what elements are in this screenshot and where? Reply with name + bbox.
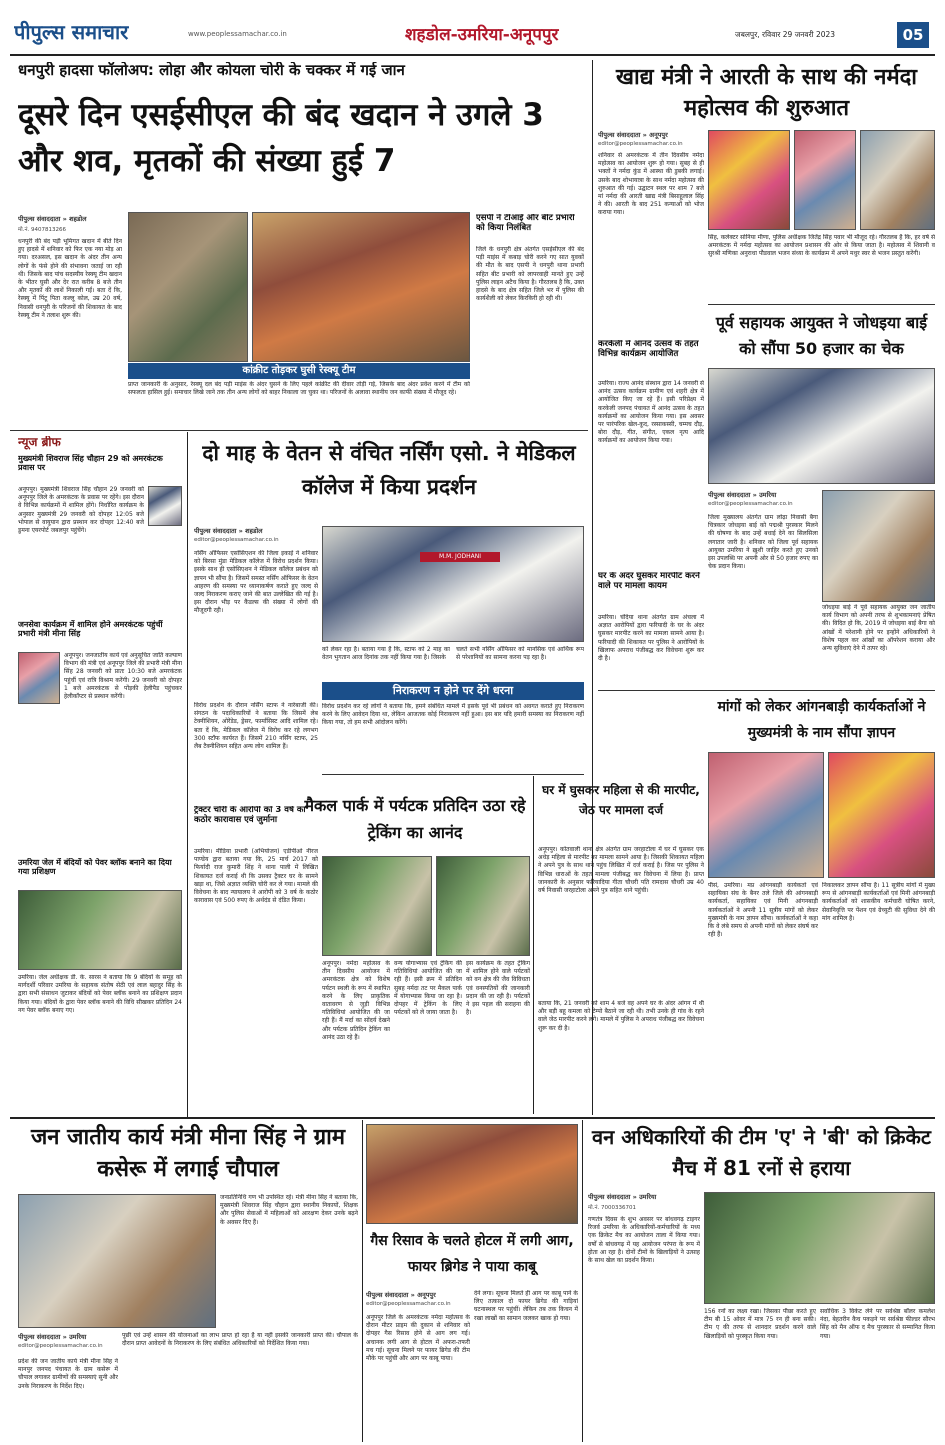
- gas-body-2: देने लगा। सूचना मिलते ही आग पर काबू पाने के लिए तत्काल दो फायर ब्रिगेड की गाड़ियां घटनास्थल पर पहुंचीं। लेकिन तब तक किचन में रखा लाखों का सामान जलकर खाक हो गया।: [474, 1290, 578, 1322]
- lead-side-heading: एसपी ने टीआई और बीट प्रभारी को किया निलंबित: [476, 214, 575, 233]
- briefs-title: न्यूज ब्रीफ: [18, 436, 61, 449]
- anganwadi-photo-2: [828, 752, 935, 878]
- brief-3-body: उमरिया। जेल अधीक्षक डी. के. सारस ने बताया कि 9 बंदियों के समूह को मार्गदर्शी परिवार उमरिया के सहायक संतोष सेठी एवं लाल बहादुर सिंह के द्वारा सभी संसाधन जुटाकर बंदियों को पेवर ब्लॉक बनाने का प्रशिक्षण प्रदान किया गया। बंदियों के द्वारा पेवर ब्लॉक बनाने की विधि सीखकर प्रतिदिन 24 नग पेवर ब्लॉक बनाए गए।: [18, 974, 182, 1014]
- sahayak-rule: [708, 304, 935, 305]
- sahayak-photo-1: [708, 368, 935, 484]
- sahayak-headline: पूर्व सहायक आयुक्त ने जोधइया बाई को सौंपा 50 हजार का चेक: [715, 313, 928, 358]
- cricket-divider: [582, 1120, 583, 1442]
- lead-byline: पीपुल्स संवाददाता » शहडोल: [18, 215, 87, 223]
- ghar-body: अनूपपुर। कोतवाली थाना क्षेत्र अंतर्गत ग्राम जरहाटोला में घर में घुसकर एक अधेड़ महिला से मारपीट का मामला सामने आया है। जिसकी शिकायत महिला ने अपने पुत्र के साथ थाने पहुंच लिखित में दर्ज कराई है। जिस पर पुलिस ने विभिन्न धाराओं के तहत मामला पंजीबद्ध कर विवेचना में लिया है। प्राप्त जानकारी के अनुसार फरियादिया गीता चौधरी पति रामदास चौधरी उम्र 40 वर्ष निवासी जरहाटोला अपने पुत्र सहित थाने पहुंची।: [538, 846, 704, 895]
- gas-photo: [366, 1124, 578, 1224]
- khadya-byline: पीपुल्स संवाददाता » अनूपपुर: [598, 131, 668, 139]
- gas-byline: पीपुल्स संवाददाता » अनूपपुर: [366, 1291, 436, 1299]
- tractor-body: उमरिया। मीडिया प्रभारी (अभियोजन) एडीपीओ नीरज पाण्डेय द्वारा बताया गया कि, 25 मार्च 2017 को फिर्यादी राज कुमारी शिंह ने थाना पाली में लिखित शिकायत दर्ज कराई थी कि उसका ट्रैक्टर घर के सामने खड़ा था, जिसे अज्ञात व्यक्ति चोरी कर ले गया। मामले की विवेचना के बाद न्यायालय ने आरोपी को 3 वर्ष के कठोर कारावास एवं 500 रुपए के अर्थदंड से दंडित किया।: [194, 848, 318, 905]
- cricket-body-2: 156 रनों का लक्ष्य रखा। जिसका पीछा करते हुए टीम बी 15 ओवर में मात्र 75 रन ही बना सकी। टीम ए की तरफ से शानदार प्रदर्शन करने वाले खिलाड़ियों को पुरस्कृत किया गया।: [704, 1308, 816, 1340]
- khadya-headline: खाद्य मंत्री ने आरती के साथ की नर्मदा महोत्सव की शुरुआत: [616, 65, 917, 121]
- sahayak-body: जिला मुख्यालय अंतर्गत ग्राम लोढ़ा निवासी बैगा चित्रकार जोधइया बाई को पद्मश्री पुरस्कार मिलने की घोषणा के बाद उन्हें बधाई देने का सिलसिला लगातार जारी है। शनिवार को जिला पूर्व सहायक आयुक्त उमरिया ने ख़ुशी जाहिर करते हुए उनको इस उपलब्धि पर अपनी ओर से 50 हजार रुपए का चेक प्रदान किया।: [708, 514, 818, 571]
- gas-divider: [362, 1120, 363, 1442]
- khadya-photo-2: [794, 130, 856, 230]
- brand-logo: पीपुल्स समाचार: [14, 20, 129, 44]
- dateline: जबलपुर, रविवार 29 जनवरी 2023: [735, 30, 836, 39]
- lead-kicker: धनपुरी हादसा फॉलोअप: लोहा और कोयला चोरी के चक्कर में गई जान: [18, 62, 405, 79]
- website-url: www.peoplessamachar.co.in: [188, 30, 287, 38]
- khadya-body-2: सिंह, कलेक्टर सोनिया मीणा, पुलिस अधीक्षक जितेंद्र सिंह पवार भी मौजूद रहे। गौरतलब है कि, हर वर्ष से अमरकंटक में नर्मदा महोत्सव का आयोजन प्रशासन की ओर से किया जाता है। महोत्सव में शिवानी व सुरश्री मणिका अनुराधा पौडवाल भजन संध्या के कार्यक्रम में अपने मधुर स्वर से भजन प्रस्तुत करेंगी।: [708, 234, 935, 258]
- nursing-body: नर्सिंग ऑफिसर एसोसिएशन की जिला इकाई ने शनिवार को बिरसा मुंडा मेडिकल कॉलेज में विरोध प्रदर्शन किया। इसके साथ ही एसोसिएशन ने मेडिकल कॉलेज प्रबंधन को ज्ञापन भी सौंपा है। जिसमें समस्त नर्सिंग ऑफिसर के वेतन आहरण की समस्या पर ध्यानाकर्षण कराते हुए जल्द से जल्द निराकरण कराए जाने की बात उल्लेखित की गई है। इस दौरान भीड़ पर कैंडल्स की संख्या में लोगों की मौजूदगी रही।: [194, 550, 318, 615]
- ghar-body-2: बताया कि, 21 जनवरी को शाम 4 बजे वह अपने घर के अंदर आंगन में थी और बड़ी बहू कमला को टेम्पो बैठाने जा रही थी। तभी उनके ही गांव के रहने वाले जेठ मारपीट करने लगे। मामले में पुलिस ने अपराध पंजीबद्ध कर विवेचना शुरू कर दी है।: [538, 1000, 704, 1032]
- nursing-photo-banner: M.M. JODHANI: [420, 552, 500, 562]
- lead-mobile: मो.नं. 9407813266: [18, 227, 67, 233]
- nursing-photo: [322, 526, 584, 642]
- lead-body: धनपुरी की बंद पड़ी भूमिगत खदान में बीते दिन हुए हादसे में शनिवार को फिर एक नया मोड़ आ गया। दरअसल, इस खदान के अंदर तीन अन्य लोगों के फंसे होने की संभावना जताई जा रही थी। जिसके बाद पांच सदस्यीय रेस्क्यू टीम खदान के भीतर घुसी और देर रात करीब 8 बजे तीन और मृतकों की लाशें निकाली गईं। बता दें कि, रेस्क्यू में पिंटू पिता कल्लू कोल, उम्र 20 वर्ष, निवासी धनपुरी के परिजनों की शिकायत के बाद रेस्क्यू टीम ने तलाश शुरू की।: [18, 238, 122, 319]
- lead-side-body: जिले के धनपुरी क्षेत्र अंतर्गत एसईसीएल की बंद पड़ी माइंस में कबाड़ चोरी करने गए सात युवकों की मौत के बाद एसपी ने धनपुरी थाना प्रभारी सहित बीट प्रभारी को लापरवाही मानते हुए उन्हें पुलिस लाइन अटैच किया है। गौरतलब है कि, उक्त हादसे के बाद क्षेत्र सहित जिले भर में पुलिस की कार्यशैली को लेकर किरकिरी हो रही थी।: [476, 246, 584, 303]
- lead-photo-2: [252, 212, 470, 362]
- page-number: 05: [897, 22, 929, 48]
- nursing-headline: दो माह के वेतन से वंचित नर्सिंग एसो. ने मेडिकल कॉलेज में किया प्रदर्शन: [202, 441, 576, 499]
- cricket-byline: पीपुल्स संवाददाता » उमरिया: [588, 1193, 657, 1201]
- sahayak-byline: पीपुल्स संवाददाता » उमरिया: [708, 491, 777, 499]
- brief-1-heading: मुख्यमंत्री शिवराज सिंह चौहान 29 को अमरकंटक प्रवास पर: [18, 454, 163, 473]
- nursing-right-body: चलते सभी नर्सिंग ऑफिसर को मानसिक एवं आर्थिक रूप से परेशानियों का सामना करना पड़ रहा है।: [456, 646, 584, 662]
- nursing-col2-body: विरोध प्रदर्शन के दौरान नर्सिंग स्टाफ ने नारेबाजी की। संगठन के पदाधिकारियों ने बताया कि जिसमें लेब टेक्नीशियन, ओरेंडेड, ड्रेसर, फार्मासिस्ट आदि शामिल रहे। बता दें कि, मेडिकल कॉलेज में विरोध कर रहे लगभग 300 स्टॉफ कार्यरत हैं। जिसमें 210 नर्सिंग स्टाफ, 25 लैब टैक्नीशियन सहित अन्य लोग शामिल हैं।: [194, 702, 318, 751]
- lead-caption-body: प्राप्त जानकारी के अनुसार, रेस्क्यू दल बंद पड़ी माइंस के अंदर घुसने के लिए पहले कांक्रीट की दीवार तोड़ी गई, जिसके बाद अंदर प्रवेश करने में टीम को सफलता हासिल हुई। समाचार लिखे जाने तक तीन अन्य लोगों को बाहर निकाला जा चुका था। परिजनों के अलावा स्थानीय जन काफी संख्या में मौजूद रहे।: [128, 381, 470, 397]
- ghar-headline: घर में घुसकर महिला से की मारपीट, जेठ पर मामला दर्ज: [542, 783, 700, 817]
- ghar-side-body: उमरिया। चंदिया थाना अंतर्गत ग्राम अंचला में अज्ञात आरोपियों द्वारा फरियादी के घर के अंदर घुसकर मारपीट करने का मामला सामने आया है। फरियादी की शिकायत पर पुलिस ने आरोपियों के खिलाफ अपराध पंजीबद्ध कर विवेचना शुरू कर दी है।: [598, 614, 704, 663]
- nursing-byline: पीपुल्स संवाददाता » शहडोल: [194, 527, 263, 535]
- sahayak-email: editor@peoplessamachar.co.in: [708, 501, 793, 507]
- maikal-headline: मैकल पार्क में पर्यटक प्रतिदिन उठा रहे ट्रेकिंग का आनंद: [304, 796, 526, 842]
- khadya-photo-1: [708, 130, 790, 230]
- meena-email: editor@peoplessamachar.co.in: [18, 1343, 103, 1349]
- maikal-photo-1: [322, 856, 432, 956]
- meena-headline: जन जातीय कार्य मंत्री मीना सिंह ने ग्राम कसेरू में लगाई चौपाल: [30, 1125, 345, 1182]
- brief-2-heading: जनसेवा कार्यक्रम में शामिल होने अमरकंटक पहुंचीं प्रभारी मंत्री मीना सिंह: [18, 620, 163, 639]
- nursing-bar: निराकरण न होने पर देंगे धरना: [322, 682, 584, 700]
- cricket-photo: [704, 1192, 935, 1304]
- brief-1-photo: [148, 486, 182, 526]
- nursing-email: editor@peoplessamachar.co.in: [194, 537, 279, 543]
- gas-email: editor@peoplessamachar.co.in: [366, 1301, 451, 1307]
- cricket-headline: वन अधिकारियों की टीम 'ए' ने 'बी' को क्रिकेट मैच में 81 रनों से हराया: [592, 1125, 931, 1180]
- meena-body-3: पूछी एवं उन्हें शासन की योजनाओं का लाभ प्राप्त हो रहा है या नहीं इसकी जानकारी प्राप्त की। चौपाल के दौरान प्राप्त आवेदनों के निराकरण के लिए संबंधित अधिकारियों को निर्देशित किया गया।: [122, 1332, 358, 1348]
- anganwadi-photo-1: [708, 752, 824, 878]
- khadya-photo-3: [860, 130, 935, 230]
- khadya-body: शनिवार से अमरकंटक में तीन दिवसीय नर्मदा महोत्सव का आयोजन शुरू हो गया। सुबह से ही भक्तों ने नर्मदा कुंड में आस्था की डुबकी लगाई। उसके बाद शोभायात्रा के साथ नर्मदा महोत्सव की शुरुआत की गई। उद्घाटन स्थल पर शाम 7 बजे मां नर्मदा की आरती खाद्य मंत्री बिसाहूलाल सिंह ने की। आरती के बाद 251 कन्याओं को भोज कराया गया।: [598, 152, 704, 217]
- maikal-body-2: वन्य योगाभ्यास एवं ट्रेकिंग की गतिविधियां आयोजित की जा रही हैं। इसी क्रम में प्रतिदिन सुबह नर्मदा तट पर मैकल पार्क में योगाभ्यास किया जा रहा है। दोपहर में ट्रेकिंग के लिए पर्यटकों को ले जाया जाता है।: [394, 960, 462, 1017]
- anganwadi-body-2: निकालकर ज्ञापन सौंपा है। 11 सूत्रीय मांगों में मुख्य रूप से आंगनबाड़ी कार्यकर्ताओं एवं मिनी आंगनबाड़ी कार्यकर्ताओं को शासकीय कर्मचारी घोषित करने, सेवानिवृत्ति पर पेंशन एवं ग्रेच्युटी की सुविधा देने की मांग शामिल है।: [822, 882, 935, 922]
- lead-photo-1: [128, 212, 248, 362]
- brief-2-photo: [18, 652, 60, 704]
- karkeli-heading: करकेली में आनंद उत्सव के तहत विभिन्न कार्यक्रम आयोजित: [598, 340, 699, 359]
- gas-headline: गैस रिसाव के चलते होटल में लगी आग, फायर ब्रिगेड ने पाया काबू: [370, 1233, 574, 1275]
- anganwadi-headline: मांगों को लेकर आंगनबाड़ी कार्यकर्ताओं ने मुख्यमंत्री के नाम सौंपा ज्ञापन: [717, 699, 926, 741]
- meena-byline: पीपुल्स संवाददाता » उमरिया: [18, 1333, 87, 1341]
- lead-headline: दूसरे दिन एसईसीएल की बंद खदान ने उगले 3 और शव, मृतकों की संख्या हुई 7: [18, 97, 544, 179]
- col-divider-left: [187, 432, 188, 1117]
- nursing-bar-body: विरोध प्रदर्शन कर रहे लोगों ने बताया कि, हमने संबंधित मामले में इसके पूर्व भी प्रबंधन को अवगत कराते हुए निराकरण करने के लिए आवेदन दिया था, लेकिन आजतक कोई निराकरण नहीं हुआ। इस बार यदि हमारी समस्या का निराकरण नहीं किया गया, तो हम सभी आंदोलन करेंगे।: [322, 703, 584, 727]
- tractor-heading: ट्रैक्टर चोरी के आरोपी को 3 वर्ष का कठोर कारावास एवं जुर्माना: [194, 806, 306, 825]
- cricket-mobile: मो.नं. 7000336701: [588, 1205, 637, 1211]
- sahayak-photo-2: [822, 490, 935, 602]
- bottom-top-rule: [10, 1117, 935, 1119]
- anganwadi-body: पीसं, उमरिया। मप्र आंगनबाड़ी कार्यकर्ता एवं सहायिका संघ के बैनर तले जिले की आंगनबाड़ी कार्यकर्ता, सहायिका एवं मिनी आंगनबाड़ी कार्यकर्ताओं ने अपनी 11 सूत्रीय मांगों को लेकर मुख्यमंत्री के नाम ज्ञापन सौंपा। कार्यकर्ताओं ने कहा कि वे लंबे समय से अपनी मांगों को लेकर संघर्ष कर रही हैं।: [708, 882, 818, 939]
- briefs-top-rule: [10, 430, 588, 431]
- ghar-side-heading: घर के अंदर घुसकर मारपीट करने वाले पर मामला कायम: [598, 572, 700, 591]
- cricket-body-3: सर्वाधिक 3 विकेट लेने पर सर्वश्रेष्ठ बॉलर कमलेश नंदा, बेहतरीन कैच पकड़ने पर सर्वश्रेष्ठ फील्डर सौरभ सिंह को मैन ऑफ द मैच पुरस्कार से सम्मानित किया गया।: [820, 1308, 935, 1340]
- karkeli-body: उमरिया। राज्य आनंद संस्थान द्वारा 14 जनवरी से आनंद उत्सव कार्यक्रम ग्रामीण एवं शहरी क्षेत्र में आयोजित किए जा रहे हैं। इसी परिप्रेक्ष्य में करकेली जनपद पंचायत में आनंद उत्सव के तहत कार्यक्रमों का आयोजन किया गया। इस अवसर पर पारंपरिक खेल-कूद, रस्साकस्सी, चम्मच दौड़, बोरा दौड़, गीत, संगीत, एकल नृत्य आदि कार्यक्रमों का आयोजन किया गया।: [598, 380, 704, 445]
- khadya-email: editor@peoplessamachar.co.in: [598, 141, 683, 147]
- cricket-body: गणतंत्र दिवस के शुभ अवसर पर बांधवगढ़ टाइगर रिजर्व उमरिया के अधिकारियों-कर्मचारियों के मध्य एक क्रिकेट मैच का आयोजन ताला में किया गया। वर्षों से बांधवगढ़ में यह आयोजन परंपरा के रूप में होता आ रहा है। दोनों टीमों के खिलाड़ियों ने उत्साह के साथ खेल का प्रदर्शन किया।: [588, 1216, 700, 1265]
- brief-1-body: अनूपपुर। मुख्यमंत्री शिवराज सिंह चौहान 29 जनवरी को अनूपपुर जिले के अमरकंटक के प्रवास पर रहेंगे। इस दौरान वे विभिन्न कार्यक्रमों में शामिल होंगे। निर्धारित कार्यक्रम के अनुसार मुख्यमंत्री 29 जनवरी को दोपहर 12:05 बजे भोपाल से वायुयान द्वारा प्रस्थान कर दोपहर 12:40 बजे डुमना एयरपोर्ट जबलपुर पहुंचेंगे।: [18, 486, 144, 535]
- maikal-body: अनूपपुर। नर्मदा महोत्सव के तीन दिवसीय आयोजन में अमरकंटक क्षेत्र को विशेष पर्यटन स्थली के रूप में स्थापित करने के लिए प्राकृतिक वातावरण से जुड़ी विभिन्न गतिविधियां आयोजित की जा रही हैं। मैं मर्दा का सोंदर्य देखने और पर्यटक प्रतिदिन ट्रेकिंग का आनंद उठा रहे हैं।: [322, 960, 390, 1041]
- maikal-rule: [322, 774, 584, 775]
- anganwadi-rule: [598, 690, 935, 691]
- masthead: [0, 0, 945, 60]
- ghar-divider: [533, 776, 534, 1114]
- gas-body: अनूपपुर जिले के अमरकंटक नर्मदा महोत्सव के दौरान मीटर प्राइम की दुकान से शनिवार को दोपहर गैस रिसाव होने से आग लग गई। अचानक लगी आग से होटल में अफरा-तफरी मच गई। सूचना मिलने पर फायर ब्रिगेड की टीम मौके पर पहुंची और आग पर काबू पाया।: [366, 1314, 470, 1363]
- meena-photo: [18, 1194, 216, 1328]
- brief-3-heading: उमरिया जेल में बंदियों को पेवर ब्लॉक बनाने का दिया गया प्रशिक्षण: [18, 858, 172, 877]
- nursing-mid-body: को लेकर रहा है। बताया गया है कि, स्टाफ को 2 माह का वेतन भुगतान आज दिनांक तक नहीं किया गया है। जिसके: [322, 646, 450, 662]
- brief-3-photo: [18, 890, 182, 970]
- section-title: शहडोल-उमरिया-अनूपपुर: [405, 25, 559, 45]
- lead-photo-caption: कांक्रीट तोड़कर घुसी रेस्क्यू टीम: [128, 363, 470, 379]
- masthead-rule: [10, 54, 935, 56]
- maikal-photo-2: [436, 856, 530, 956]
- maikal-body-3: इस कार्यक्रम के तहत ट्रेकिंग में शामिल होने वाले पर्यटकों को वन क्षेत्र की जैव विविधता एवं वनस्पतियों की जानकारी प्रदान की जा रही है। पर्यटकों ने इस पहल की सराहना की है।: [466, 960, 530, 1017]
- sahayak-body-2: जोधइया बाई ने पूर्व सहायक आयुक्त जन जातीय कार्य विभाग को अपनी तरफ से शुभकामनाएं प्रेषित की। विदित हो कि, 2019 में जोधइया बाई बैगा को आंखों में परेशानी होने पर इन्होंने अधिकारियों ने विशेष पहल कर आंखों का ऑपरेशन कराया और अन्य सुविधाएं देने में तत्पर रहे।: [822, 604, 935, 653]
- meena-body-2: जनप्रतिनिधि गण भी उपस्थित रहे। मंत्री मीना सिंह ने बताया कि, मुख्यमंत्री शिवराज सिंह चौहान द्वारा स्थानीय निकायों, शिक्षक और पुलिस सेवाओं में महिलाओं को आरक्षण देकर उनके बढ़ने के अवसर दिए हैं।: [220, 1194, 358, 1226]
- brief-2-body: अनूपपुर। जनजातीय कार्य एवं अनुसूचित जाति कल्याण विभाग की मंत्री एवं अनूपपुर जिले की प्रभारी मंत्री मीना सिंह 28 जनवरी को प्रातः 10:30 बजे अमरकंटक पहुंचीं एवं रात्रि विश्राम करेंगी। 29 जनवरी को दोपहर 1 बजे अमरकंटक से पोंड़की हेलीपैड पहुंचकर हेलीकॉप्टर से प्रस्थान करेंगी।: [64, 652, 182, 701]
- meena-body: प्रदेश की जन जातीय कार्य मंत्री मीना सिंह ने मानपुर जनपद पंचायत के ग्राम कसेरू में चौपाल लगाकर ग्रामीणों की समस्याएं सुनी और उनके निराकरण के निर्देश दिए।: [18, 1358, 118, 1390]
